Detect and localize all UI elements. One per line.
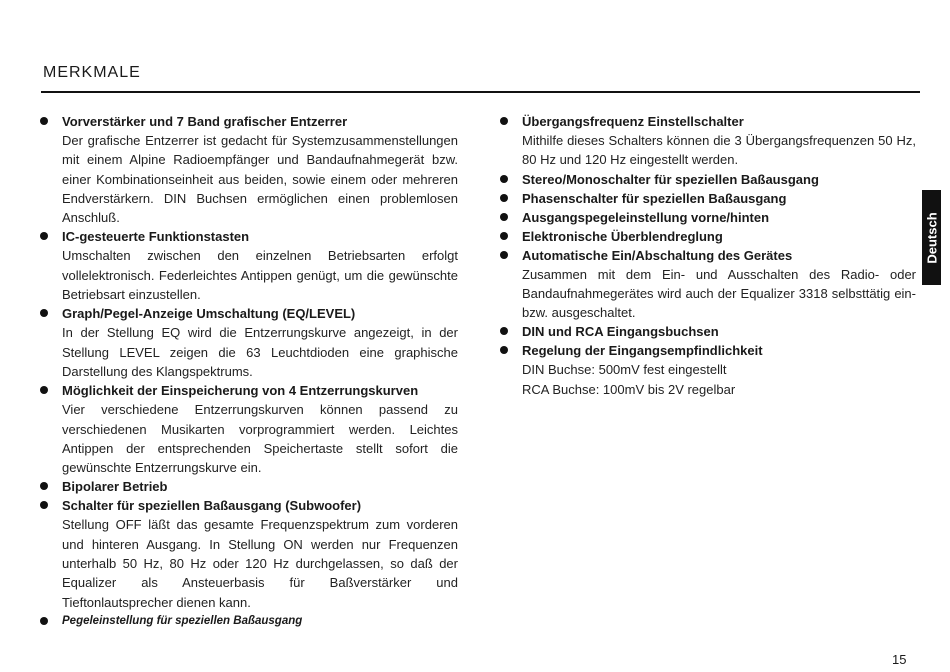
bullet-icon xyxy=(500,194,508,202)
bullet-icon xyxy=(40,309,48,317)
bullet-icon xyxy=(500,117,508,125)
feature-item xyxy=(38,304,458,381)
feature-item xyxy=(498,170,916,189)
language-tab xyxy=(922,190,941,285)
left-column xyxy=(38,112,458,631)
feature-description: Vier verschiedene Entzerrungskurven können passend zu verschiedenen Musikarten vorprogrammiert werden. Leichtes Antippen der entsprechenden Speichertaste stellt sofort die gewünschte Entzerrungskurve ein. xyxy=(62,402,458,476)
feature-description: Mithilfe dieses Schalters können die 3 Übergangsfrequenzen 50 Hz, 80 Hz und 120 Hz eingestellt werden. xyxy=(522,133,916,168)
bullet-icon xyxy=(500,175,508,183)
feature-title: Vorverstärker und 7 Band grafischer Entzerrer xyxy=(62,114,348,129)
feature-item xyxy=(38,112,458,227)
feature-description: Stellung OFF läßt das gesamte Frequenzspektrum zum vorderen und hinteren Ausgang. In Stellung ON werden nur Frequenzen unterhalb 50 Hz, 80 Hz oder 120 Hz durchgelassen, so daß der Equalizer als Ansteuerbasis für Baßverstärker und Tieftonlautsprecher dienen kann. xyxy=(62,517,458,610)
feature-item xyxy=(38,227,458,304)
feature-title: Phasenschalter für speziellen Baßausgang xyxy=(522,190,787,206)
feature-title: Ausgangspegeleinstellung vorne/hinten xyxy=(522,209,770,225)
feature-item xyxy=(38,381,458,477)
feature-title: IC-gesteuerte Funktionstasten xyxy=(62,229,250,245)
bullet-icon xyxy=(500,346,508,354)
feature-title: Elektronische Überblendreglung xyxy=(522,228,723,244)
bullet-icon xyxy=(40,232,48,240)
bullet-icon xyxy=(500,251,508,259)
bullet-icon xyxy=(500,327,508,335)
feature-item xyxy=(498,112,916,170)
feature-title: Möglichkeit der Einspeicherung von 4 Entzerrungskurven xyxy=(62,383,419,399)
bullet-icon xyxy=(40,501,48,509)
feature-item xyxy=(498,341,916,399)
feature-title: Regelung der Eingangsempfindlichkeit xyxy=(522,343,763,359)
feature-item xyxy=(498,189,916,208)
bullet-icon xyxy=(40,117,48,125)
bullet-icon xyxy=(500,213,508,221)
feature-title: Übergangsfrequenz Einstellschalter xyxy=(522,114,744,129)
feature-item xyxy=(38,496,458,611)
bullet-icon xyxy=(500,232,508,240)
feature-description: DIN Buchse: 500mV fest eingestellt RCA Buchse: 100mV bis 2V regelbar xyxy=(522,362,736,397)
page-number: 15 xyxy=(892,652,907,667)
page-heading: MERKMALE xyxy=(43,64,141,81)
feature-title: Automatische Ein/Abschaltung des Gerätes xyxy=(522,247,793,263)
feature-title: Bipolarer Betrieb xyxy=(62,479,168,495)
language-tab-label: Deutsch xyxy=(924,211,939,264)
feature-item xyxy=(498,208,916,227)
right-column xyxy=(498,112,916,399)
feature-item xyxy=(498,322,916,341)
feature-item xyxy=(498,246,916,323)
feature-item xyxy=(38,477,458,496)
bullet-icon xyxy=(40,386,48,394)
heading-rule xyxy=(41,91,920,93)
feature-title: DIN und RCA Eingangsbuchsen xyxy=(522,324,719,340)
feature-item xyxy=(38,612,458,631)
feature-description: Der grafische Entzerrer ist gedacht für Systemzusammenstellungen mit einem Alpine Radioempfänger und Bandaufnahmegerät bzw. einer Kombinationseinheit aus beiden, sowie einem oder mehreren Endverstärkern. DIN Buchsen ermöglichen einen problemlosen Anschluß. xyxy=(62,133,458,226)
feature-description: Zusammen mit dem Ein- und Ausschalten des Radio- oder Bandaufnahmegerätes wird auch der Equalizer 3318 selbsttätig ein- bzw. ausgeschaltet. xyxy=(522,266,916,321)
feature-description: In der Stellung EQ wird die Entzerrungskurve angezeigt, in der Stellung LEVEL zeigen die 63 Leuchtdioden eine graphische Darstellung des Klangspektrums. xyxy=(62,325,458,379)
bullet-icon xyxy=(40,617,48,625)
bullet-icon xyxy=(40,482,48,490)
feature-title: Pegeleinstellung für speziellen Baßausgang xyxy=(62,614,303,627)
feature-title: Graph/Pegel-Anzeige Umschaltung (EQ/LEVEL) xyxy=(62,306,356,322)
feature-title: Schalter für speziellen Baßausgang (Subwoofer) xyxy=(62,498,362,514)
feature-description: Umschalten zwischen den einzelnen Betriebsarten erfolgt vollelektronisch. Federleichtes Antippen genügt, um die gewünschte Betriebsart einzustellen. xyxy=(62,248,458,303)
feature-item xyxy=(498,227,916,246)
feature-title: Stereo/Monoschalter für speziellen Baßausgang xyxy=(522,171,819,187)
